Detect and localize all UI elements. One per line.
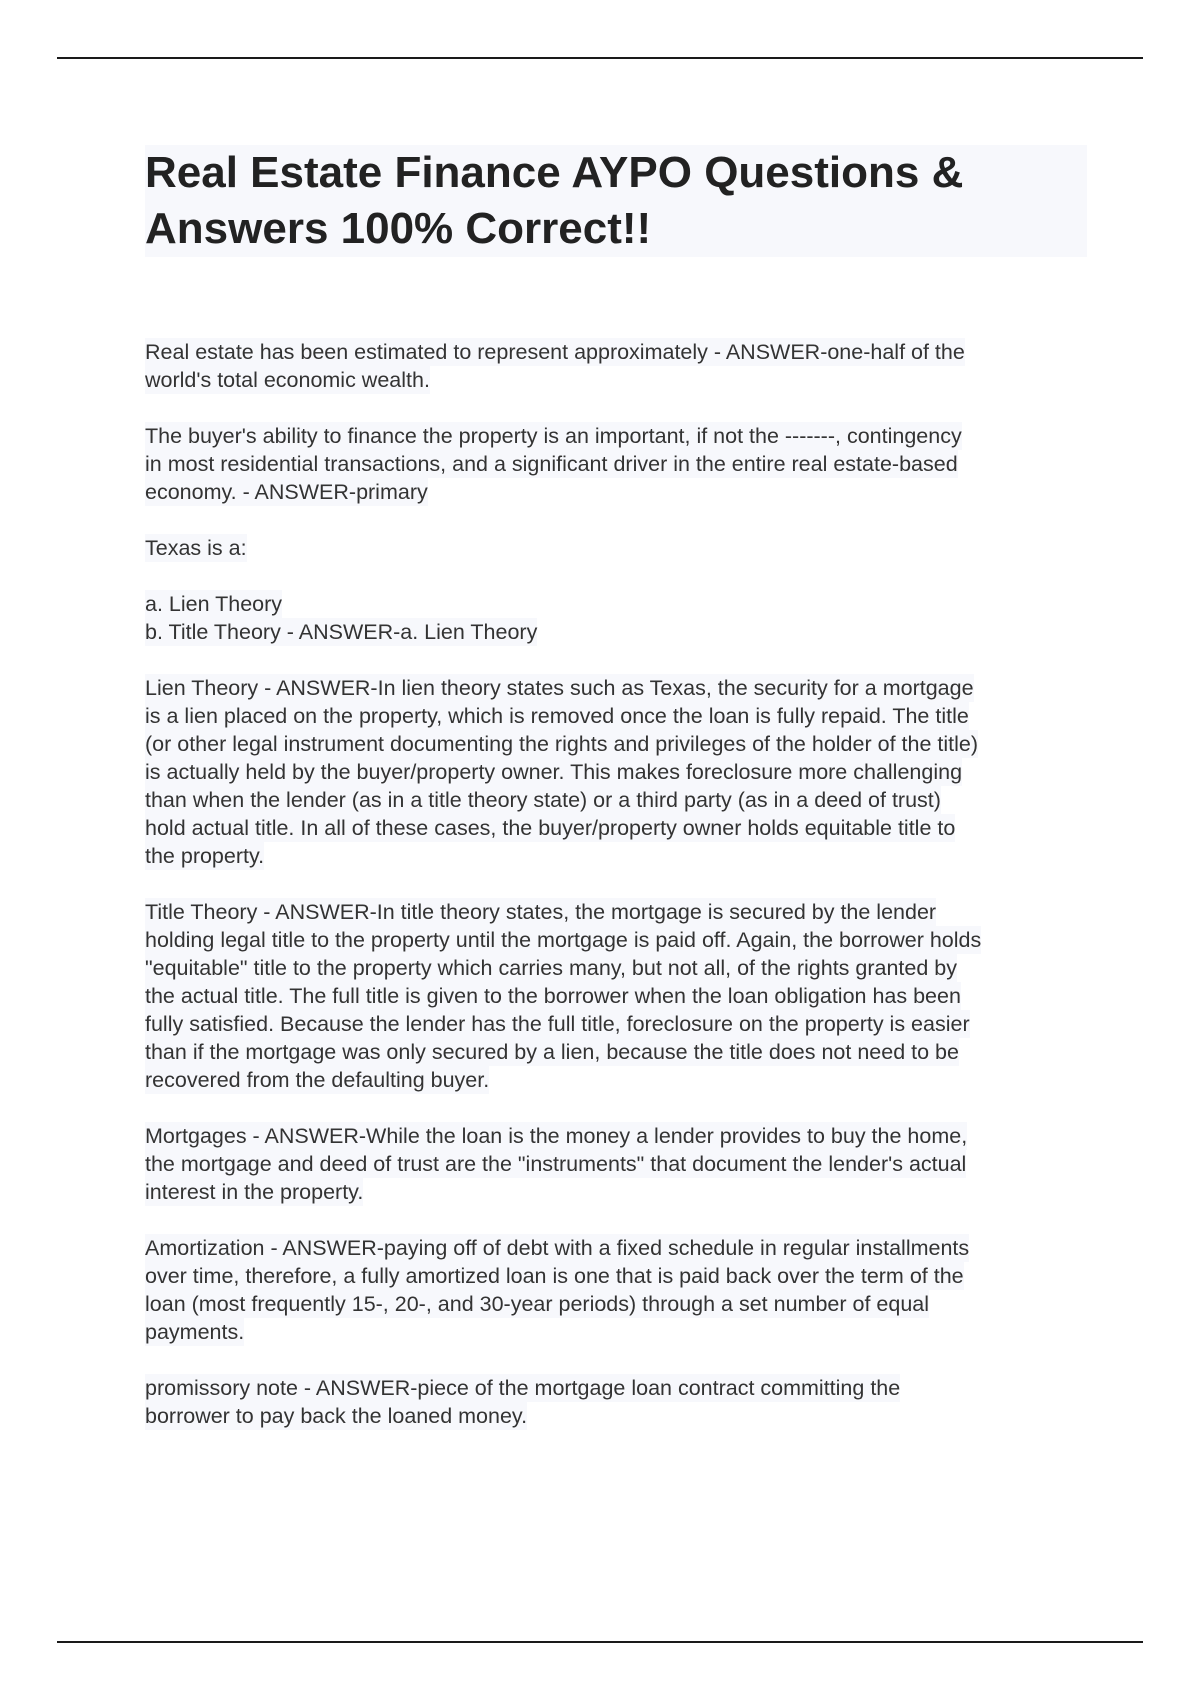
qa-paragraph-title-theory [145, 898, 1090, 1094]
text-line: hold actual title. In all of these cases, the buyer/property owner holds equitable title to [145, 816, 956, 840]
text-line: than when the lender (as in a title theory state) or a third party (as in a deed of trust) [145, 788, 941, 812]
text-line: "equitable" title to the property which carries many, but not all, of the rights granted by [145, 956, 957, 980]
text-line: Real estate has been estimated to represent approximately - ANSWER-one-half of the [145, 340, 965, 364]
qa-paragraph-mortgages [145, 1122, 1090, 1206]
bottom-rule [57, 1641, 1143, 1643]
text-line: Amortization - ANSWER-paying off of debt with a fixed schedule in regular installments [145, 1236, 970, 1260]
text-line: the mortgage and deed of trust are the "instruments" that document the lender's actual [145, 1152, 967, 1176]
document-body [145, 338, 1090, 1458]
text-line: is actually held by the buyer/property owner. This makes foreclosure more challenging [145, 760, 963, 784]
title-line-2: Answers 100% Correct!! [145, 204, 652, 253]
text-line: world's total economic wealth. [145, 368, 430, 392]
text-line: Title Theory - ANSWER-In title theory states, the mortgage is secured by the lender [145, 900, 937, 924]
text-line: Lien Theory - ANSWER-In lien theory states such as Texas, the security for a mortgage [145, 676, 974, 700]
top-rule [57, 57, 1143, 59]
text-line: (or other legal instrument documenting the rights and privileges of the holder of the title) [145, 732, 978, 756]
text-line: over time, therefore, a fully amortized loan is one that is paid back over the term of the [145, 1264, 964, 1288]
qa-paragraph-lien-theory [145, 674, 1090, 870]
text-line: is a lien placed on the property, which is removed once the loan is fully repaid. The title [145, 704, 969, 728]
qa-paragraph-wealth [145, 338, 1090, 394]
text-line: Mortgages - ANSWER-While the loan is the money a lender provides to buy the home, [145, 1124, 968, 1148]
text-line: The buyer's ability to finance the property is an important, if not the -------, contingency [145, 424, 962, 448]
text-line: a. Lien Theory [145, 592, 283, 616]
qa-question-texas [145, 534, 1090, 562]
document-title [145, 145, 1087, 257]
text-line: than if the mortgage was only secured by a lien, because the title does not need to be [145, 1040, 959, 1064]
text-line: promissory note - ANSWER-piece of the mortgage loan contract committing the [145, 1376, 901, 1400]
text-line: interest in the property. [145, 1180, 364, 1204]
text-line: b. Title Theory - ANSWER-a. Lien Theory [145, 620, 538, 644]
text-line: in most residential transactions, and a significant driver in the entire real estate-based [145, 452, 958, 476]
text-line: payments. [145, 1320, 245, 1344]
title-line-1: Real Estate Finance AYPO Questions & [145, 148, 964, 197]
qa-paragraph-promissory-note [145, 1374, 1090, 1430]
text-line: economy. - ANSWER-primary [145, 480, 428, 504]
text-line: recovered from the defaulting buyer. [145, 1068, 490, 1092]
text-line: the property. [145, 844, 265, 868]
text-line: Texas is a: [145, 536, 247, 560]
text-line: the actual title. The full title is given to the borrower when the loan obligation has been [145, 984, 961, 1008]
qa-paragraph-amortization [145, 1234, 1090, 1346]
text-line: fully satisfied. Because the lender has the full title, foreclosure on the property is easier [145, 1012, 970, 1036]
text-line: holding legal title to the property until the mortgage is paid off. Again, the borrower holds [145, 928, 982, 952]
text-line: borrower to pay back the loaned money. [145, 1404, 528, 1428]
qa-options-texas [145, 590, 1090, 646]
text-line: loan (most frequently 15-, 20-, and 30-year periods) through a set number of equal [145, 1292, 930, 1316]
qa-paragraph-finance [145, 422, 1090, 506]
